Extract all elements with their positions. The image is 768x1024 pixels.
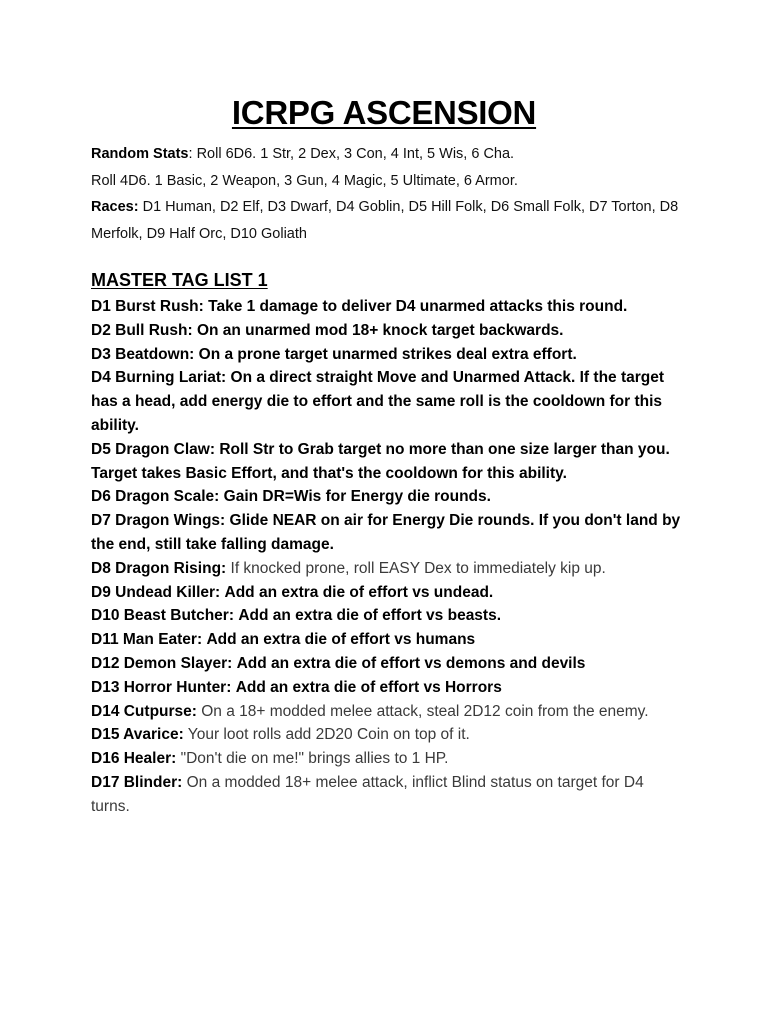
tag-item bbox=[91, 581, 681, 605]
tag-description: On a 18+ modded melee attack, steal 2D12 coin from the enemy. bbox=[201, 702, 649, 720]
tag-description: Add an extra die of effort vs beasts. bbox=[238, 607, 502, 625]
tag-name: D5 Dragon Claw: bbox=[91, 440, 216, 458]
tag-name: D7 Dragon Wings: bbox=[91, 512, 226, 530]
tag-item bbox=[91, 485, 681, 509]
tag-item bbox=[91, 771, 681, 819]
tag-description: Glide NEAR on air for Energy Die rounds. If you don't land by the end, still take falling damage. bbox=[91, 512, 681, 553]
tag-description: Add an extra die of effort vs Horrors bbox=[235, 678, 502, 696]
intro-block bbox=[91, 141, 691, 247]
document-title: ICRPG ASCENSION bbox=[231, 94, 537, 131]
tag-name: D12 Demon Slayer: bbox=[91, 654, 233, 672]
tag-item bbox=[91, 438, 681, 486]
tag-name: D13 Horror Hunter: bbox=[91, 678, 232, 696]
intro-line bbox=[91, 141, 691, 168]
tag-item bbox=[91, 604, 681, 628]
tag-description: On an unarmed mod 18+ knock target backwards. bbox=[196, 321, 564, 339]
tag-name: D17 Blinder: bbox=[91, 773, 183, 791]
tag-name: D1 Burst Rush: bbox=[91, 298, 204, 315]
tag-name: D3 Beatdown: bbox=[91, 345, 195, 363]
tag-name: D8 Dragon Rising: bbox=[91, 559, 227, 577]
tag-item bbox=[91, 319, 681, 343]
intro-line bbox=[91, 168, 691, 195]
section-heading: MASTER TAG LIST 1 bbox=[91, 270, 268, 290]
tag-description: On a direct straight Move and Unarmed Attack. If the target has a head, add energy die to effort and the same roll is the cooldown for this ability. bbox=[91, 369, 665, 434]
tag-list bbox=[91, 295, 681, 819]
tag-name: D4 Burning Lariat: bbox=[91, 369, 227, 387]
tag-name: D15 Avarice: bbox=[91, 726, 184, 744]
tag-description: Roll Str to Grab target no more than one size larger than you. Target takes Basic Effort, and that's the cooldown for this ability. bbox=[91, 440, 670, 482]
tag-description: "Don't die on me!" brings allies to 1 HP. bbox=[180, 750, 449, 768]
tag-name: D9 Undead Killer: bbox=[91, 583, 221, 601]
tag-name: D16 Healer: bbox=[91, 750, 177, 768]
tag-description: Gain DR=Wis for Energy die rounds. bbox=[223, 488, 491, 506]
intro-text: Roll 4D6. 1 Basic, 2 Weapon, 3 Gun, 4 Magic, 5 Ultimate, 6 Armor. bbox=[91, 172, 518, 189]
tag-name: D2 Bull Rush: bbox=[91, 321, 193, 339]
tag-item bbox=[91, 723, 681, 747]
tag-description: On a modded 18+ melee attack, inflict Blind status on target for D4 turns. bbox=[91, 773, 644, 815]
tag-item bbox=[91, 557, 681, 581]
tag-description: Add an extra die of effort vs humans bbox=[206, 631, 476, 649]
tag-item bbox=[91, 295, 681, 319]
tag-item bbox=[91, 628, 681, 652]
tag-name: D14 Cutpurse: bbox=[91, 702, 197, 720]
tag-item bbox=[91, 676, 681, 700]
tag-item bbox=[91, 652, 681, 676]
tag-description: On a prone target unarmed strikes deal extra effort. bbox=[198, 345, 577, 363]
intro-line bbox=[91, 194, 691, 247]
intro-separator: : bbox=[188, 146, 197, 162]
tag-item bbox=[91, 700, 681, 724]
tag-description: Your loot rolls add 2D20 Coin on top of it. bbox=[187, 726, 470, 744]
tag-name: D6 Dragon Scale: bbox=[91, 488, 220, 506]
intro-label: Random Stats bbox=[91, 146, 189, 162]
tag-description: Add an extra die of effort vs demons and devils bbox=[236, 654, 586, 672]
tag-description: Add an extra die of effort vs undead. bbox=[224, 583, 494, 601]
tag-item bbox=[91, 366, 681, 437]
intro-text: D1 Human, D2 Elf, D3 Dwarf, D4 Goblin, D5 Hill Folk, D6 Small Folk, D7 Torton, D8 Merfolk, D9 Half Orc, D10 Goliath bbox=[91, 199, 679, 242]
tag-description: Take 1 damage to deliver D4 unarmed attacks this round. bbox=[208, 298, 628, 315]
intro-text: Roll 6D6. 1 Str, 2 Dex, 3 Con, 4 Int, 5 Wis, 6 Cha. bbox=[196, 146, 515, 162]
tag-item bbox=[91, 509, 681, 557]
tag-description: If knocked prone, roll EASY Dex to immediately kip up. bbox=[230, 559, 606, 577]
tag-name: D10 Beast Butcher: bbox=[91, 607, 234, 625]
tag-item bbox=[91, 343, 681, 367]
tag-item bbox=[91, 747, 681, 771]
tag-name: D11 Man Eater: bbox=[91, 631, 203, 649]
intro-label: Races: bbox=[91, 199, 139, 216]
